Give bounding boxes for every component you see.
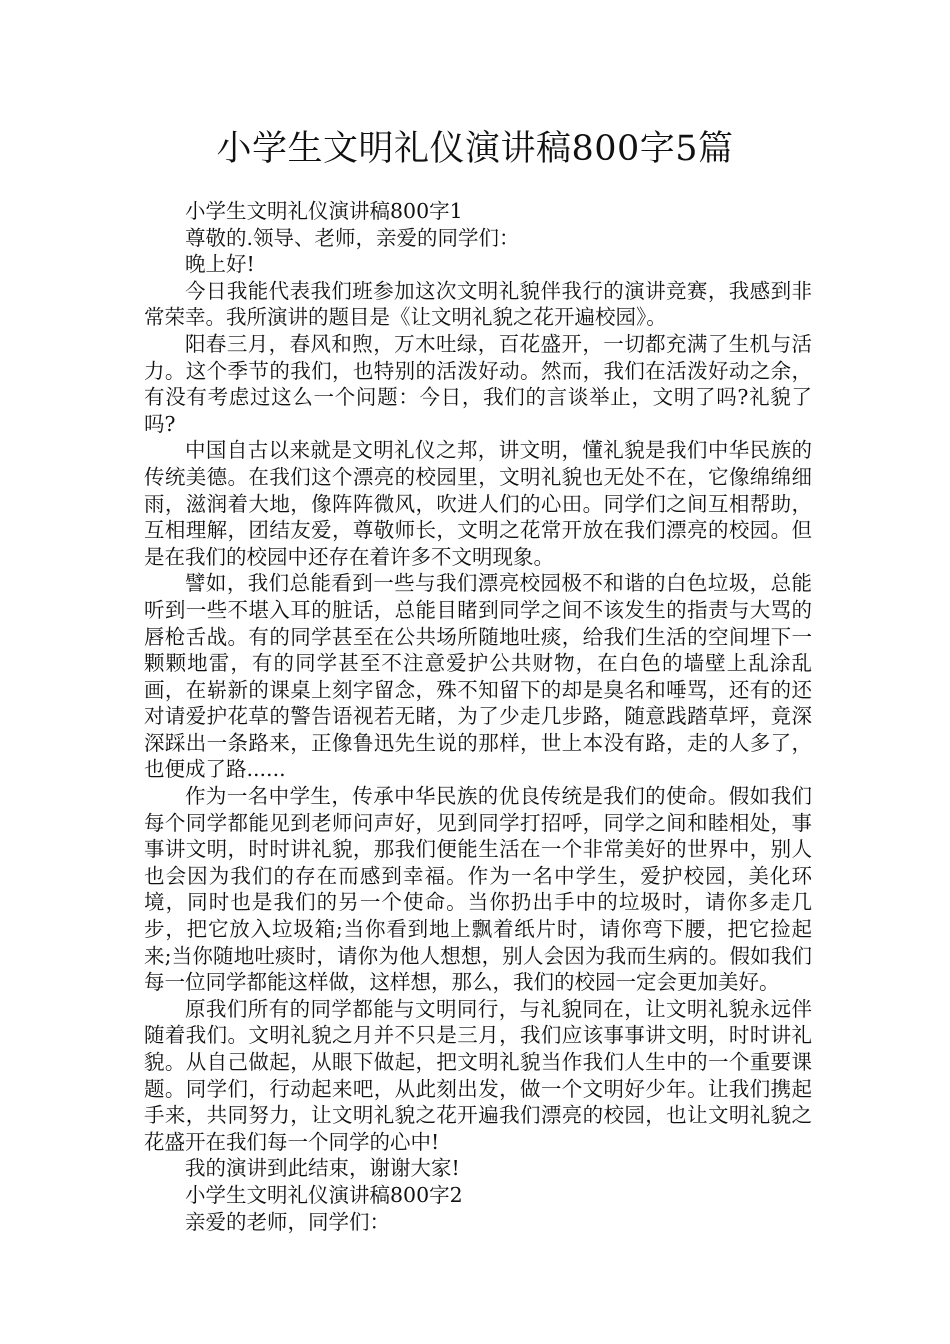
body-paragraph: 今日我能代表我们班参加这次文明礼貌伴我行的演讲竞赛，我感到非常荣幸。我所演讲的题目是《让文明礼貌之花开遍校园》。 xyxy=(144,278,812,330)
speech-2-heading: 小学生文明礼仪演讲稿800字2 xyxy=(185,1182,463,1207)
body-paragraph: 原我们所有的同学都能与文明同行，与礼貌同在，让文明礼貌永远伴随着我们。文明礼貌之月并不只是三月，我们应该事事讲文明，时时讲礼貌。从自己做起，从眼下做起，把文明礼貌当作我们人生中的一个重要课题。同学们，行动起来吧，从此刻出发，做一个文明好少年。让我们携起手来，共同努力，让文明礼貌之花开遍我们漂亮的校园，也让文明礼貌之花盛开在我们每一个同学的心中! xyxy=(144,996,812,1154)
body-paragraph: 作为一名中学生，传承中华民族的优良传统是我们的使命。假如我们每个同学都能见到老师问声好，见到同学打招呼，同学之间和睦相处，事事讲文明，时时讲礼貌，那我们便能生活在一个非常美好的世界中，别人也会因为我们的存在而感到幸福。作为一名中学生，爱护校园，美化环境，同时也是我们的另一个使命。当你扔出手中的垃圾时，请你多走几步，把它放入垃圾箱;当你看到地上飘着纸片时，请你弯下腰，把它捡起来;当你随地吐痰时，请你为他人想想，别人会因为我而生病的。假如我们每一位同学都能这样做，这样想，那么，我们的校园一定会更加美好。 xyxy=(144,784,812,995)
document-title: 小学生文明礼仪演讲稿800字5篇 xyxy=(216,129,734,169)
speech-1-salutation: 尊敬的.领导、老师，亲爱的同学们： xyxy=(185,225,520,250)
body-paragraph: 譬如，我们总能看到一些与我们漂亮校园极不和谐的白色垃圾，总能听到一些不堪入耳的脏话，总能目睹到同学之间不该发生的指责与大骂的唇枪舌战。有的同学甚至在公共场所随地吐痰，给我们生活的空间埋下一颗颗地雷，有的同学甚至不注意爱护公共财物，在白色的墙壁上乱涂乱画，在崭新的课桌上刻字留念，殊不知留下的却是臭名和唾骂，还有的还对请爱护花草的警告语视若无睹，为了少走几步路，随意践踏草坪，竟深深踩出一条路来，正像鲁迅先生说的那样，世上本没有路，走的人多了，也便成了路...... xyxy=(144,571,812,782)
body-paragraph: 中国自古以来就是文明礼仪之邦，讲文明，懂礼貌是我们中华民族的传统美德。在我们这个漂亮的校园里，文明礼貌也无处不在，它像绵绵细雨，滋润着大地，像阵阵微风，吹进人们的心田。同学们之间互相帮助，互相理解，团结友爱，尊敬师长，文明之花常开放在我们漂亮的校园。但是在我们的校园中还存在着许多不文明现象。 xyxy=(144,438,812,569)
document-body xyxy=(144,198,812,1235)
body-paragraph: 阳春三月，春风和煦，万木吐绿，百花盛开，一切都充满了生机与活力。这个季节的我们，也特别的活泼好动。然而，我们在活泼好动之余，有没有考虑过这么一个问题：今日，我们的言谈举止，文明了吗?礼貌了吗? xyxy=(144,331,812,436)
speech-1-greeting: 晚上好! xyxy=(185,252,255,277)
speech-2-salutation: 亲爱的老师，同学们： xyxy=(185,1209,390,1234)
speech-1-heading: 小学生文明礼仪演讲稿800字1 xyxy=(185,199,463,223)
speech-1-closing: 我的演讲到此结束，谢谢大家! xyxy=(185,1156,460,1181)
